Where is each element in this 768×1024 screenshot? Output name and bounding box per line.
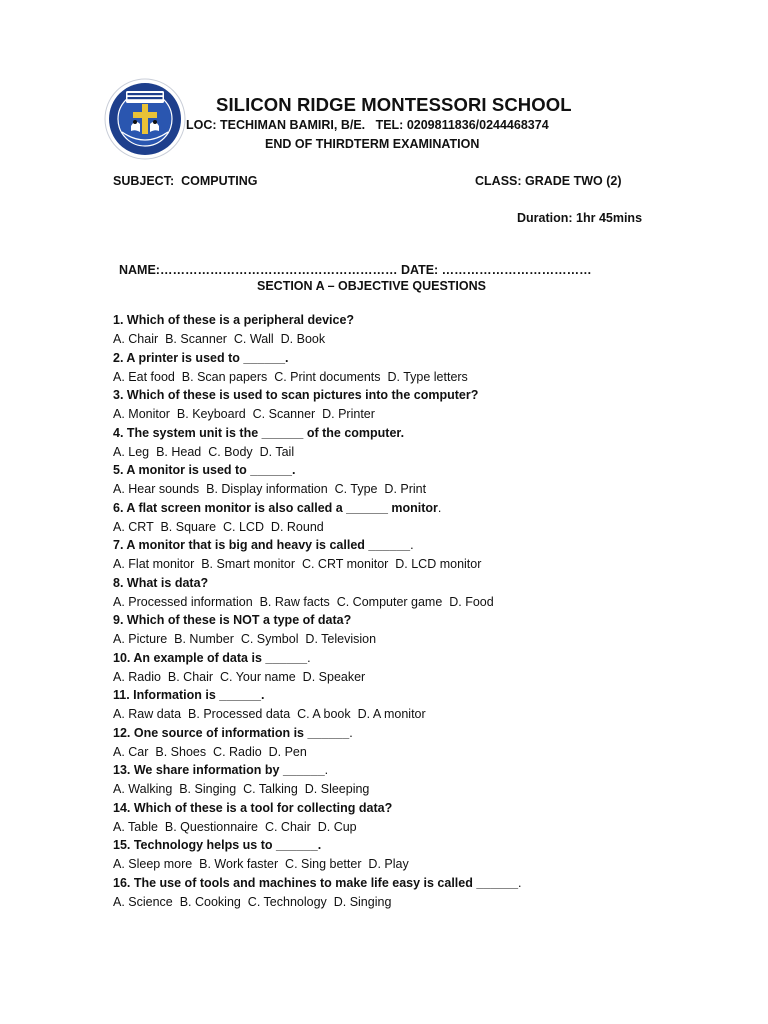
question-item xyxy=(113,349,673,387)
question-stem: 9. Which of these is NOT a type of data? xyxy=(113,613,352,627)
question-text xyxy=(113,386,673,405)
question-text xyxy=(113,311,673,330)
name-date-line: NAME:………………………………………………… DATE: ……………………………… xyxy=(119,263,592,277)
question-stem: 6. A flat screen monitor is also called a ______ monitor xyxy=(113,500,438,515)
question-text xyxy=(113,686,673,705)
question-item xyxy=(113,611,673,649)
section-title: SECTION A – OBJECTIVE QUESTIONS xyxy=(257,279,486,293)
question-item xyxy=(113,836,673,874)
question-stem: 2. A printer is used to ______. xyxy=(113,350,289,365)
question-stem: 4. The system unit is the ______ of the computer. xyxy=(113,425,405,440)
question-options: A. Chair B. Scanner C. Wall D. Book xyxy=(113,332,326,346)
question-text xyxy=(113,424,673,443)
question-options: A. Monitor B. Keyboard C. Scanner D. Printer xyxy=(113,407,375,421)
question-item xyxy=(113,649,673,687)
question-options: A. Hear sounds B. Display information C. Type D. Print xyxy=(113,482,427,496)
question-options: A. Eat food B. Scan papers C. Print documents D. Type letters xyxy=(113,369,468,384)
question-text xyxy=(113,499,673,518)
question-text xyxy=(113,574,673,593)
question-end-punctuation: . xyxy=(349,725,353,740)
question-stem: 14. Which of these is a tool for collecting data? xyxy=(113,800,393,815)
question-end-punctuation: . xyxy=(307,650,311,665)
question-options: A. Raw data B. Processed data C. A book D. A monitor xyxy=(113,707,426,721)
question-options: A. Science B. Cooking C. Technology D. Singing xyxy=(113,894,392,909)
question-item xyxy=(113,874,673,912)
question-item xyxy=(113,799,673,837)
question-item xyxy=(113,536,673,574)
question-stem: 15. Technology helps us to ______. xyxy=(113,838,322,852)
question-options: A. CRT B. Square C. LCD D. Round xyxy=(113,519,324,534)
question-item xyxy=(113,724,673,762)
question-item xyxy=(113,311,673,349)
question-text xyxy=(113,799,673,818)
question-stem: 10. An example of data is ______ xyxy=(113,650,308,665)
question-options: A. Sleep more B. Work faster C. Sing better D. Play xyxy=(113,857,409,871)
question-end-punctuation: . xyxy=(410,538,414,552)
question-text xyxy=(113,836,673,855)
question-options: A. Leg B. Head C. Body D. Tail xyxy=(113,444,295,459)
question-stem: 7. A monitor that is big and heavy is called ______ xyxy=(113,538,411,552)
question-options: A. Picture B. Number C. Symbol D. Television xyxy=(113,632,377,646)
question-stem: 16. The use of tools and machines to make life easy is called ______ xyxy=(113,875,519,890)
question-text xyxy=(113,649,673,668)
question-list xyxy=(113,311,673,911)
question-item xyxy=(113,461,673,499)
question-options: A. Car B. Shoes C. Radio D. Pen xyxy=(113,744,307,759)
question-text xyxy=(113,724,673,743)
school-location-phone: LOC: TECHIMAN BAMIRI, B/E. TEL: 0209811836/0244468374 xyxy=(186,118,549,132)
question-text xyxy=(113,536,673,555)
question-text xyxy=(113,349,673,368)
question-stem: 1. Which of these is a peripheral device? xyxy=(113,313,355,327)
question-text xyxy=(113,461,673,480)
class-label: CLASS: GRADE TWO (2) xyxy=(475,174,622,188)
question-options: A. Walking B. Singing C. Talking D. Sleeping xyxy=(113,782,370,796)
question-stem: 12. One source of information is ______ xyxy=(113,725,350,740)
exam-title: END OF THIRDTERM EXAMINATION xyxy=(265,137,480,151)
question-item xyxy=(113,686,673,724)
question-options: A. Processed information B. Raw facts C. Computer game D. Food xyxy=(113,594,494,609)
question-end-punctuation: . xyxy=(324,763,329,777)
question-item xyxy=(113,761,673,799)
question-options: A. Radio B. Chair C. Your name D. Speaker xyxy=(113,669,366,684)
question-options: A. Table B. Questionnaire C. Chair D. Cup xyxy=(113,819,357,834)
question-text xyxy=(113,874,673,893)
question-stem: 13. We share information by ______ xyxy=(113,763,325,777)
question-stem: 3. Which of these is used to scan pictures into the computer? xyxy=(113,388,479,402)
question-end-punctuation: . xyxy=(437,500,442,515)
question-item xyxy=(113,424,673,462)
question-options: A. Flat monitor B. Smart monitor C. CRT monitor D. LCD monitor xyxy=(113,557,482,571)
subject-label: SUBJECT: COMPUTING xyxy=(113,174,258,188)
school-logo xyxy=(104,78,186,160)
question-end-punctuation: . xyxy=(518,875,522,890)
school-name: SILICON RIDGE MONTESSORI SCHOOL xyxy=(216,94,572,115)
duration-label: Duration: 1hr 45mins xyxy=(517,211,643,225)
question-stem: 5. A monitor is used to ______. xyxy=(113,463,296,477)
question-stem: 11. Information is ______. xyxy=(113,688,265,702)
question-item xyxy=(113,574,673,612)
question-item xyxy=(113,386,673,424)
question-text xyxy=(113,611,673,630)
question-text xyxy=(113,761,673,780)
question-item xyxy=(113,499,673,537)
question-stem: 8. What is data? xyxy=(113,575,209,590)
